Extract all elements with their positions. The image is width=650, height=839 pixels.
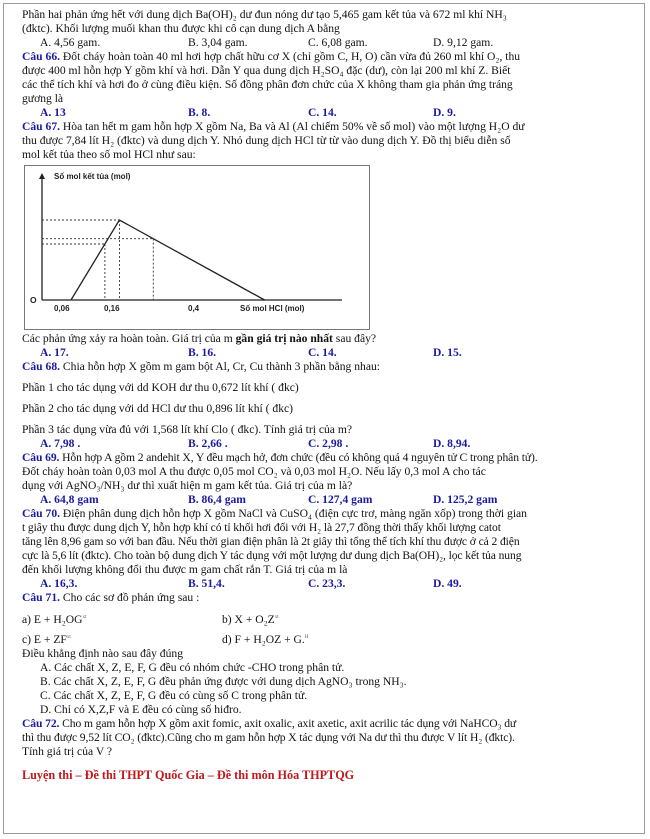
q71-line-1 <box>22 591 640 605</box>
q67-line-1 <box>22 120 640 134</box>
q68-option-d: D. 8,94. <box>433 437 471 450</box>
q69-text-3: dụng với AgNO₃/NH₃ dư thì xuất hiện m gam kết tủa. Giá trị của m là? <box>22 479 353 492</box>
q68-label: Câu 68. <box>22 360 61 373</box>
q67-text-2: thu được 7,84 lít H₂ (đktc) và dung dịch Y. Nhỏ dung dịch HCl từ từ vào dung dịch Y. Đồ thị biểu diễn số <box>22 134 511 147</box>
q66-line-1 <box>22 50 640 64</box>
q67-option-b: B. 16. <box>188 346 217 359</box>
q72-text-3: Tính giá trị của V ? <box>22 745 113 758</box>
q71-option-a-text: A. Các chất X, Z, E, F, G đều có nhóm chức -CHO trong phân tử. <box>40 661 345 674</box>
footer-banner: Luyện thi – Đề thi THPT Quốc Gia – Đề thi môn Hóa THPTQG <box>22 768 355 782</box>
intro-option-d: D. 9,12 gam. <box>433 36 494 49</box>
q70-option-d: D. 49. <box>433 577 462 590</box>
page-frame <box>3 3 645 834</box>
chart-x-tick: 0,06 <box>54 304 70 313</box>
q71-claim: Điều khẳng định nào sau đây đúng <box>22 647 183 660</box>
q71-reaction-a-text: a) E + H₂OG <box>22 613 83 626</box>
chart-origin-label: O <box>30 295 37 305</box>
q70-option-b: B. 51,4. <box>188 577 225 590</box>
q68-text: Chia hỗn hợp X gồm m gam bột Al, Cr, Cu thành 3 phần bằng nhau: <box>62 360 380 373</box>
chart-x-axis-label: Số mol HCl (mol) <box>240 304 305 313</box>
q71-reaction-c <box>22 633 222 647</box>
q71-option-c <box>22 689 640 703</box>
q72-label: Câu 72. <box>22 717 60 730</box>
q71-mark-b: xt <box>274 615 279 621</box>
q71-scheme-row-2 <box>22 633 640 647</box>
q69-option-a: A. 64,8 gam <box>40 493 99 506</box>
q69-option-c: C. 127,4 gam <box>308 493 373 506</box>
q71-mark-a: xt <box>82 615 87 621</box>
q72-line-1 <box>22 717 640 731</box>
q66-text-2: được 400 ml hỗn hợp Y gồm khí và hơi. Dẫn Y qua dung dịch H₂SO₄ đặc (dư), còn lại 200 ml khí Z. Biết <box>22 64 511 77</box>
q70-text-5: đến khối lượng không đổi thu được m gam chất rắn T. Giá trị của m là <box>22 563 348 576</box>
q67-option-a: A. 17. <box>40 346 69 359</box>
q71-reaction-b-text: b) X + O₂Z <box>222 613 275 626</box>
q66-text-4: gương là <box>22 92 64 105</box>
q70-option-c: C. 23,3. <box>308 577 346 590</box>
chart-svg <box>24 165 370 330</box>
q70-text-4: cực là 5,6 lít (đktc). Cho toàn bộ dung dịch Y tác dụng với một lượng dư dung dịch Ba(OH)₂, lọc kết tủa nung <box>22 549 522 562</box>
precipitate-chart <box>24 165 370 330</box>
intro-option-b: B. 3,04 gam. <box>188 36 248 49</box>
q66-option-a: A. 13 <box>40 106 66 119</box>
q70-line-1 <box>22 507 640 521</box>
intro-option-a: A. 4,56 gam. <box>40 36 101 49</box>
q70-option-a: A. 16,3. <box>40 577 78 590</box>
q66-option-c: C. 14. <box>308 106 337 119</box>
q71-mark-c: xt <box>66 635 71 641</box>
q69-options <box>22 493 640 507</box>
q68-part-3: Phần 3 tác dụng vừa đủ với 1,568 lít khí Clo ( đkc). Tính giá trị của m? <box>22 423 353 436</box>
q67-option-c: C. 14. <box>308 346 337 359</box>
q71-option-d <box>22 703 640 717</box>
q67-text-1: Hòa tan hết m gam hỗn hợp X gồm Na, Ba và Al (Al chiếm 50% về số mol) vào một lượng H₂O dư <box>62 120 525 133</box>
intro-line-1: Phần hai phản ứng hết với dung dịch Ba(OH)₂ dư đun nóng dư tạo 5,465 gam kết tủa và 672 ml khí NH₃ <box>22 8 507 21</box>
q67-after-bold: gần giá trị nào nhất <box>235 332 333 345</box>
q70-label: Câu 70. <box>22 507 61 520</box>
q70-text-1: Điện phân dung dịch hỗn hợp X gồm NaCl và CuSO₄ (điện cực trơ, màng ngăn xốp) trong thời gian <box>62 507 527 520</box>
q71-option-c-text: C. Các chất X, Z, E, F, G đều có cùng số C trong phân tử. <box>40 689 308 702</box>
chart-y-axis-label: Số mol kết tủa (mol) <box>54 172 131 181</box>
q71-scheme-row-1 <box>22 613 640 627</box>
chart-x-tick: 0,4 <box>188 304 200 313</box>
q72-text-1: Cho m gam hỗn hợp X gồm axit fomic, axit oxalic, axit axetic, axit acrilic tác dụng với NaHCO₃ dư <box>62 717 517 730</box>
q71-reaction-c-text: c) E + ZF <box>22 633 67 646</box>
q66-text-3: các thể tích khí và hơi đo ở cùng điều kiện. Số đồng phân đơn chức của X không tham gia phản ứng tráng <box>22 78 513 91</box>
q71-reaction-d-text: d) F + H₂OZ + G. <box>222 633 305 646</box>
q67-after-prefix: Các phản ứng xảy ra hoàn toàn. Giá trị của m <box>22 332 236 345</box>
intro-line-2: (đktc). Khối lượng muối khan thu được khi cô cạn dung dịch A bằng <box>22 22 340 35</box>
q72-text-2: thì thu được 9,52 lít CO₂ (đktc).Cũng cho m gam hỗn hợp X tác dụng với Na dư thì thu được V lít H₂ (đktc). <box>22 731 515 744</box>
q68-option-c: C. 2,98 . <box>308 437 349 450</box>
q71-option-d-text: D. Chỉ có X,Z,F và E đều có cùng số hiđro. <box>40 703 242 716</box>
q71-label: Câu 71. <box>22 591 61 604</box>
q69-text-1: Hỗn hợp A gồm 2 andehit X, Y đều mạch hở, đơn chức (đều có không quá 4 nguyên tử C trong phân tử). <box>62 451 538 464</box>
q71-option-b-text: B. Các chất X, Z, E, F, G đều phản ứng được với dung dịch AgNO₃ trong NH₃. <box>40 675 407 688</box>
q71-reaction-a <box>22 613 222 627</box>
document-body <box>22 8 640 782</box>
q70-text-2: t giây thu được dung dịch Y, hỗn hợp khí có tỉ khối hơi đối với H₂ là 27,7 đồng thời thấy khối lượng catot <box>22 521 501 534</box>
q66-text-1: Đốt cháy hoàn toàn 40 ml hơi hợp chất hữu cơ X (chỉ gồm C, H, O) cần vừa đủ 260 ml khí O₂, thu <box>62 50 521 63</box>
q71-reaction-d <box>222 633 308 647</box>
q68-option-a: A. 7,98 . <box>40 437 81 450</box>
q68-line-1 <box>22 360 640 374</box>
intro-options <box>22 36 640 50</box>
q67-after-text <box>22 332 640 346</box>
q69-option-b: B. 86,4 gam <box>188 493 246 506</box>
q68-options <box>22 437 640 451</box>
q67-options <box>22 346 640 360</box>
q66-options <box>22 106 640 120</box>
q69-option-d: D. 125,2 gam <box>433 493 498 506</box>
q70-options <box>22 577 640 591</box>
q67-after-suffix: sau đây? <box>332 332 377 345</box>
q67-label: Câu 67. <box>22 120 61 133</box>
q66-label: Câu 66. <box>22 50 61 63</box>
q69-text-2: Đốt cháy hoàn toàn 0,03 mol A thu được 0,05 mol CO₂ và 0,03 mol H₂O. Nếu lấy 0,3 mol A cho tác <box>22 465 486 478</box>
q69-label: Câu 69. <box>22 451 60 464</box>
q66-option-b: B. 8. <box>188 106 211 119</box>
q68-part-2: Phần 2 cho tác dụng với dd HCl dư thu 0,896 lít khí ( đkc) <box>22 402 293 415</box>
q69-line-1 <box>22 451 640 465</box>
q71-text: Cho các sơ đồ phản ứng sau : <box>62 591 200 604</box>
q66-option-d: D. 9. <box>433 106 456 119</box>
q67-text-3: mol kết tủa theo số mol HCl như sau: <box>22 148 196 161</box>
q70-text-3: tăng lên 8,96 gam so với ban đầu. Nếu thời gian điện phân là 2t giây thì tổng thể tích khí thu được ở cả 2 điện <box>22 535 520 548</box>
chart-x-tick: 0,16 <box>104 304 120 313</box>
q71-mark-d: H <box>304 635 309 641</box>
intro-option-c: C. 6,08 gam. <box>308 36 368 49</box>
q68-part-1: Phần 1 cho tác dụng với dd KOH dư thu 0,672 lít khí ( đkc) <box>22 381 299 394</box>
q71-option-b <box>22 675 640 689</box>
q67-option-d: D. 15. <box>433 346 462 359</box>
q71-option-a <box>22 661 640 675</box>
q68-option-b: B. 2,66 . <box>188 437 228 450</box>
q71-reaction-b <box>222 613 279 627</box>
